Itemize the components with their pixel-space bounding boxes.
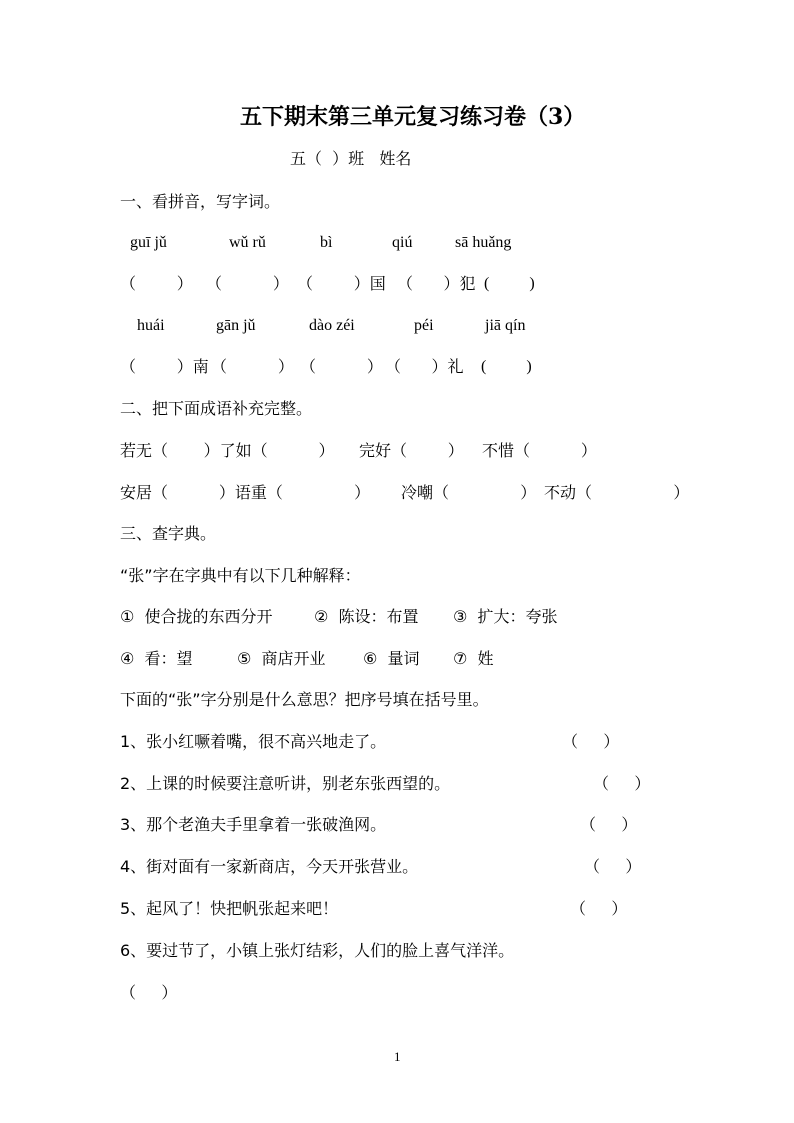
- answer-blank[interactable]: ( ): [481, 358, 532, 375]
- page-number: 1: [394, 1049, 401, 1064]
- idiom-item[interactable]: 完好（ ）: [359, 441, 464, 460]
- pinyin-item: qiú: [392, 234, 413, 251]
- page-title: 五下期末第三单元复习练习卷（3）: [240, 104, 586, 130]
- question-text: 5、起风了！快把帆张起来吧！: [120, 899, 339, 918]
- pinyin-item: guī jǔ: [130, 234, 167, 251]
- dictionary-intro: “张”字在字典中有以下几种解释：: [120, 566, 361, 585]
- question-text: 3、那个老渔夫手里拿着一张破渔网。: [120, 815, 387, 834]
- question-text: 6、要过节了，小镇上张灯结彩，人们的脸上喜气洋洋。: [120, 941, 515, 960]
- idiom-item[interactable]: 冷嘲（ ）: [401, 483, 537, 502]
- question-text: 4、街对面有一家新商店，今天开张营业。: [120, 857, 419, 876]
- section2-heading: 二、把下面成语补充完整。: [120, 399, 313, 418]
- answer-blank[interactable]: （ ）: [120, 274, 193, 293]
- pinyin-item: gān jǔ: [216, 317, 256, 334]
- idiom-item[interactable]: 不动（ ）: [544, 483, 690, 502]
- answer-blank[interactable]: （ ）: [211, 357, 294, 376]
- question-text: 2、上课的时候要注意听讲，别老东张西望的。: [120, 774, 451, 793]
- idiom-item[interactable]: 若无（ ）了如（ ）: [120, 441, 335, 460]
- answer-blank[interactable]: （ ）: [300, 357, 383, 376]
- pinyin-item: huái: [137, 317, 165, 334]
- answer-blank[interactable]: （ ）犯: [397, 274, 476, 293]
- pinyin-item: bì: [320, 234, 333, 251]
- definition-item: ① 使合拢的东西分开: [120, 607, 273, 626]
- answer-blank[interactable]: （ ）礼: [385, 357, 464, 376]
- pinyin-item: sā huǎng: [455, 234, 512, 251]
- pinyin-item: wǔ rǔ: [229, 234, 266, 251]
- answer-blank[interactable]: （ ）: [206, 274, 289, 293]
- answer-blank[interactable]: （ ）: [580, 815, 638, 834]
- definition-item: ⑥ 量词: [363, 649, 420, 668]
- idiom-item[interactable]: 不惜（ ）: [482, 441, 597, 460]
- answer-blank[interactable]: （ ）: [593, 774, 651, 793]
- definition-item: ④ 看：望: [120, 649, 193, 668]
- section1-heading: 一、看拼音，写字词。: [120, 192, 281, 211]
- answer-blank[interactable]: （ ）: [120, 983, 178, 1002]
- answer-blank[interactable]: （ ）南: [120, 357, 209, 376]
- definition-item: ⑤ 商店开业: [237, 649, 326, 668]
- definition-item: ⑦ 姓: [453, 649, 494, 668]
- definition-item: ② 陈设：布置: [314, 607, 419, 626]
- pinyin-item: dào zéi: [309, 317, 355, 334]
- definition-item: ③ 扩大：夸张: [453, 607, 558, 626]
- question-text: 1、张小红噘着嘴，很不高兴地走了。: [120, 732, 387, 751]
- answer-blank[interactable]: （ ）: [570, 899, 628, 918]
- answer-blank[interactable]: （ ）国: [297, 274, 386, 293]
- answer-blank[interactable]: （ ）: [562, 732, 620, 751]
- section3-heading: 三、查字典。: [120, 524, 217, 543]
- pinyin-item: péi: [414, 317, 434, 334]
- class-name-line: 五（ ）班 姓名: [290, 149, 412, 168]
- answer-blank[interactable]: ( ): [484, 275, 535, 292]
- idiom-item[interactable]: 安居（ ）语重（ ）: [120, 483, 371, 502]
- answer-blank[interactable]: （ ）: [584, 857, 642, 876]
- dictionary-instruction: 下面的“张”字分别是什么意思？把序号填在括号里。: [120, 690, 489, 709]
- pinyin-item: jiā qín: [485, 317, 526, 334]
